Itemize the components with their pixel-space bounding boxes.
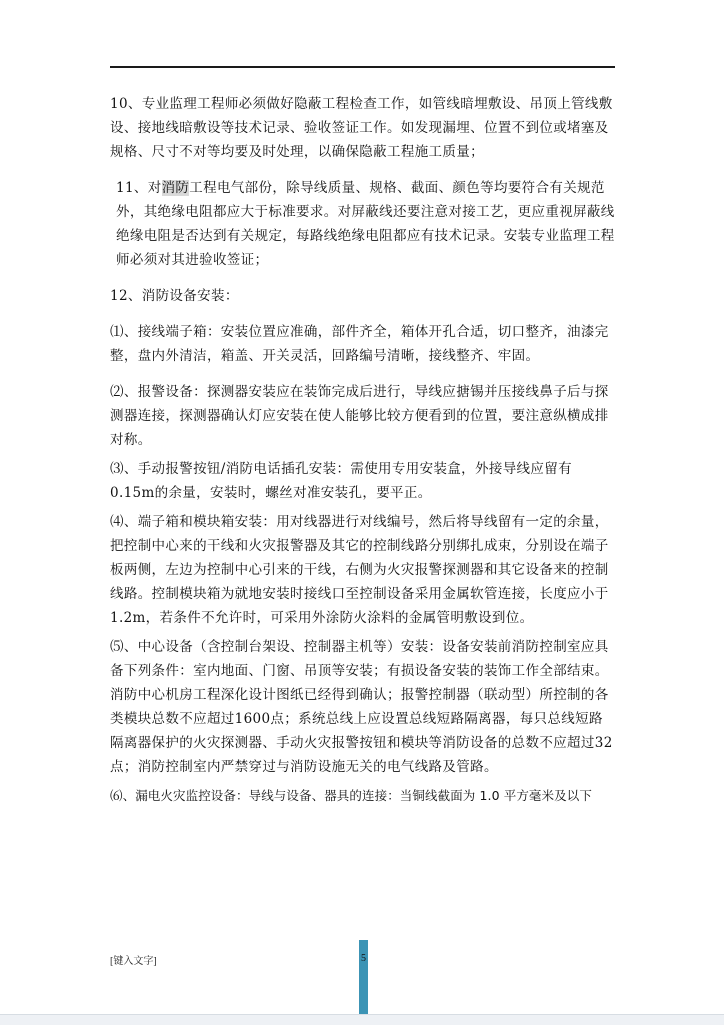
paragraph-11 [110, 176, 615, 272]
paragraph-10: 10、专业监理工程师必须做好隐蔽工程检查工作，如管线暗埋敷设、吊顶上管线敷设、接地线暗敷设等技术记录、验收签证工作。如发现漏埋、位置不到位或堵塞及规格、尺寸不对等均要及时处理，以确保隐蔽工程施工质量； [110, 96, 613, 160]
list-item-manual-alarm-button: ⑶、手动报警按钮/消防电话插孔安装：需使用专用安装盒，外接导线应留有0.15m的余量，安装时，螺丝对准安装孔，要平正。 [110, 461, 572, 501]
bottom-edge-band [0, 1014, 724, 1025]
footer-placeholder-text: [键入文字] [110, 956, 157, 967]
paragraph-11-rest: 工程电气部份，除导线质量、规格、截面、颜色等均要符合有关规范外，其绝缘电阻都应大于标准要求。对屏蔽线还要注意对接工艺，更应重视屏蔽线绝缘电阻是否达到有关规定，每路线绝缘电阻都应有技术记录。安装专业监理工程师必须对其进验收签证； [116, 180, 615, 268]
list-item-center-equipment: ⑸、中心设备（含控制台架设、控制器主机等）安装：设备安装前消防控制室应具备下列条件：室内地面、门窗、吊顶等安装；有损设备安装的装饰工作全部结束。消防中心机房工程深化设计图纸已经得到确认；报警控制器（联动型）所控制的各类模块总数不应超过1600点；系统总线上应设置总线短路隔离器，每只总线短路隔离器保护的火灾探测器、手动火灾报警按钮和模块等消防设备的总数不应超过32点；消防控制室内严禁穿过与消防设施无关的电气线路及管路。 [110, 639, 613, 775]
paragraph-12-heading: 12、消防设备安装： [110, 288, 239, 304]
list-item-terminal-box: ⑴、接线端子箱：安装位置应准确，部件齐全，箱体开孔合适，切口整齐，油漆完整，盘内外清洁，箱盖、开关灵活，回路编号清晰，接线整齐、牢固。 [110, 324, 609, 364]
document-body [110, 92, 615, 808]
list-item-leakage-monitor: ⑹、漏电火灾监控设备：导线与设备、器具的连接：当铜线截面为 1.0 平方毫米及以下 [110, 788, 592, 803]
highlighted-term: 消防 [161, 180, 190, 196]
list-item-alarm-device: ⑵、报警设备：探测器安装应在装饰完成后进行，导线应搪锡并压接线鼻子后与探测器连接，探测器确认灯应安装在使人能够比较方便看到的位置，要注意纵横成排对称。 [110, 384, 609, 448]
header-rule [110, 66, 615, 68]
page-number: 5 [361, 953, 366, 964]
paragraph-11-prefix: 11、对 [116, 180, 162, 196]
list-item-module-box: ⑷、端子箱和模块箱安装：用对线器进行对线编号，然后将导线留有一定的余量，把控制中心来的干线和火灾报警器及其它的控制线路分别绑扎成束，分别设在端子板两侧，左边为控制中心引来的干线，右侧为火灾报警探测器和其它设备来的控制线路。控制模块箱为就地安装时接线口至控制设备采用金属软管连接，长度应小于1.2m，若条件不允许时，可采用外涂防火涂料的金属管明敷设到位。 [110, 514, 609, 626]
